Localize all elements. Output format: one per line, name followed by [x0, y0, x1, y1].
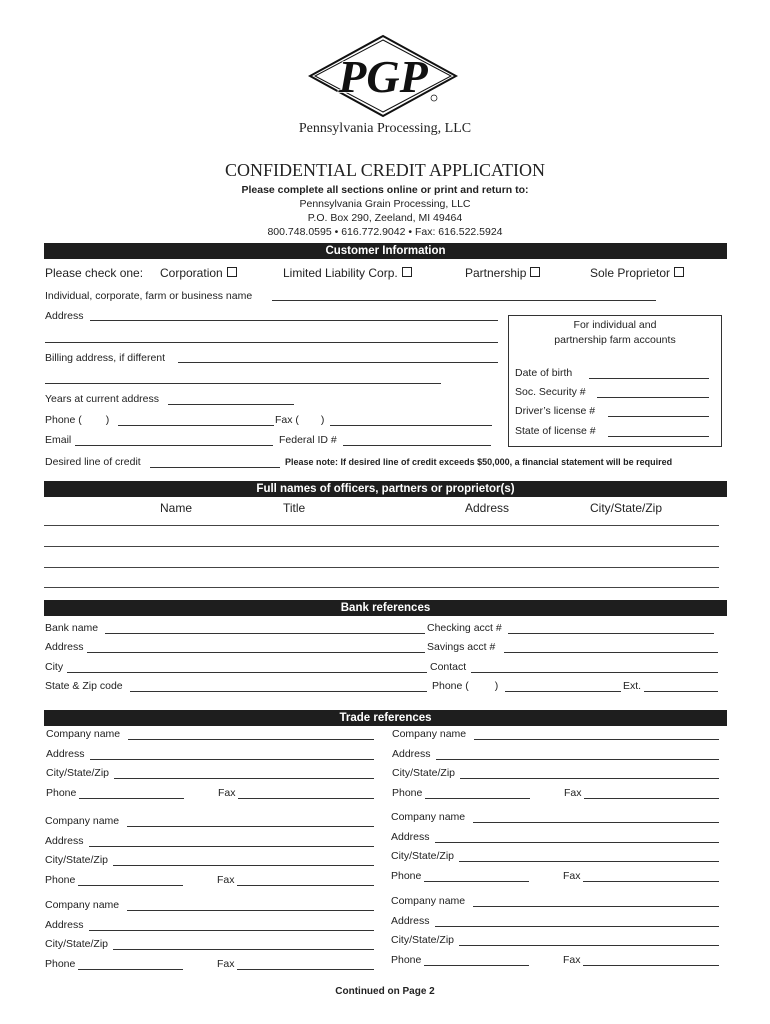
trade-4-city-state-zip-field[interactable]	[459, 861, 719, 862]
officer-row-1[interactable]	[44, 525, 719, 526]
fax-label: Fax ( )	[275, 414, 325, 426]
bank-phone-label: Phone ( )	[432, 680, 499, 692]
savings-field[interactable]	[504, 652, 718, 653]
ext-field[interactable]	[644, 691, 718, 692]
drivers-license-label: Driver’s license #	[515, 405, 596, 417]
email-label: Email	[45, 434, 72, 446]
credit-note: Please note: If desired line of credit exceeds $50,000, a financial statement will be required	[285, 457, 673, 467]
trade-1-city-state-zip-field[interactable]	[114, 778, 374, 779]
trade-2-address-field[interactable]	[436, 759, 719, 760]
trade-1-phone-label: Phone	[46, 786, 77, 799]
option-partnership[interactable]	[465, 266, 540, 280]
instruction-text: Please complete all sections online or print and return to:	[241, 184, 529, 196]
trade-6-phone-field[interactable]	[424, 965, 529, 966]
document-title: CONFIDENTIAL CREDIT APPLICATION	[224, 160, 545, 180]
trade-1-city-state-zip-label: City/State/Zip	[46, 767, 110, 780]
years-field[interactable]	[168, 404, 294, 405]
trade-6-company-name-field[interactable]	[473, 906, 719, 907]
federal-id-field[interactable]	[343, 445, 491, 446]
option-label: Limited Liability Corp.	[283, 266, 398, 280]
trade-5-fax-field[interactable]	[237, 969, 374, 970]
trade-6-city-state-zip-field[interactable]	[459, 945, 719, 946]
trade-2-address-label: Address	[392, 747, 431, 760]
email-field[interactable]	[75, 445, 273, 446]
trade-4-phone-field[interactable]	[424, 881, 529, 882]
bank-name-label: Bank name	[45, 622, 99, 634]
billing-address-field[interactable]	[178, 362, 498, 363]
trade-6-fax-field[interactable]	[583, 965, 719, 966]
ssn-label: Soc. Security #	[515, 386, 586, 398]
farm-box-title-1: For individual and	[573, 319, 657, 331]
trade-3-address-label: Address	[45, 834, 84, 847]
check-one-label: Please check one:	[45, 266, 144, 280]
trade-2-fax-label: Fax	[564, 786, 582, 799]
trade-6-phone-label: Phone	[391, 953, 422, 966]
trade-1-company-name-field[interactable]	[128, 739, 374, 740]
trade-3-fax-field[interactable]	[237, 885, 374, 886]
contact-numbers: 800.748.0595 • 616.772.9042 • Fax: 616.522.5924	[267, 226, 503, 238]
trade-6-fax-label: Fax	[563, 953, 581, 966]
option-corporation[interactable]	[160, 266, 237, 280]
state-license-label: State of license #	[515, 425, 596, 437]
column-title: Title	[283, 501, 306, 515]
checking-field[interactable]	[508, 633, 714, 634]
contact-label: Contact	[430, 661, 467, 673]
address-label: Address	[45, 310, 84, 322]
trade-5-company-name-label: Company name	[45, 899, 120, 911]
trade-1-phone-field[interactable]	[79, 798, 184, 799]
trade-4-company-name-field[interactable]	[473, 822, 719, 823]
bank-city-field[interactable]	[67, 672, 427, 673]
trade-1-address-field[interactable]	[90, 759, 374, 760]
bank-header: Bank references	[44, 600, 727, 616]
checking-label: Checking acct #	[427, 622, 502, 634]
trade-3-fax-label: Fax	[217, 873, 235, 886]
dob-label: Date of birth	[515, 367, 573, 379]
state-license-field[interactable]	[608, 436, 709, 437]
trade-5-company-name-field[interactable]	[127, 910, 374, 911]
bank-name-field[interactable]	[105, 633, 425, 634]
column-name: Name	[160, 501, 193, 515]
trade-4-company-name-label: Company name	[391, 811, 466, 823]
trade-1-address-label: Address	[46, 747, 85, 760]
trade-1-company-name-label: Company name	[46, 728, 121, 740]
ext-label: Ext.	[623, 680, 642, 692]
trade-4-phone-label: Phone	[391, 869, 422, 882]
officer-row-4[interactable]	[44, 587, 719, 588]
trade-3-company-name-field[interactable]	[127, 826, 374, 827]
contact-field[interactable]	[471, 672, 718, 673]
phone-label-text: Phone (	[45, 414, 82, 426]
federal-id-label: Federal ID #	[279, 434, 337, 446]
customer-info-header: Customer Information	[44, 243, 727, 259]
credit-line-field[interactable]	[150, 467, 280, 468]
trade-6-address-label: Address	[391, 914, 430, 927]
trade-3-address-field[interactable]	[89, 846, 374, 847]
bank-state-zip-label: State & Zip code	[45, 680, 123, 692]
trade-2-company-name-label: Company name	[392, 728, 467, 740]
address-field-2[interactable]	[45, 342, 498, 343]
trade-2-company-name-field[interactable]	[474, 739, 719, 740]
return-address-line-2: P.O. Box 290, Zeeland, MI 49464	[307, 212, 463, 224]
bank-phone-label-text: Phone (	[432, 680, 469, 692]
trade-2-phone-field[interactable]	[425, 798, 530, 799]
trade-3-phone-label: Phone	[45, 873, 76, 886]
dob-field[interactable]	[589, 378, 709, 379]
business-name-label: Individual, corporate, farm or business name	[45, 290, 253, 302]
officer-row-2[interactable]	[44, 546, 719, 547]
trade-5-address-field[interactable]	[89, 930, 374, 931]
option-llc[interactable]	[283, 266, 412, 280]
trade-1-fax-label: Fax	[218, 786, 236, 799]
checkbox-icon[interactable]	[227, 267, 237, 277]
officers-header: Full names of officers, partners or proprietor(s)	[44, 481, 727, 497]
return-address-line-1: Pennsylvania Grain Processing, LLC	[299, 198, 471, 210]
trade-5-city-state-zip-field[interactable]	[113, 949, 374, 950]
option-label: Sole Proprietor	[590, 266, 671, 280]
business-name-field[interactable]	[272, 300, 656, 301]
farm-box-title-2: partnership farm accounts	[554, 334, 676, 346]
years-label: Years at current address	[45, 393, 160, 405]
trade-4-fax-label: Fax	[563, 869, 581, 882]
trade-5-city-state-zip-label: City/State/Zip	[45, 938, 109, 951]
billing-address-label: Billing address, if different	[45, 352, 166, 364]
trade-3-city-state-zip-label: City/State/Zip	[45, 854, 109, 867]
trade-4-address-label: Address	[391, 830, 430, 843]
bank-address-label: Address	[45, 641, 84, 653]
checkbox-icon[interactable]	[674, 267, 684, 277]
fax-field[interactable]	[330, 425, 492, 426]
officer-row-3[interactable]	[44, 567, 719, 568]
trade-1-fax-field[interactable]	[238, 798, 374, 799]
credit-line-label: Desired line of credit	[45, 456, 141, 468]
trade-4-city-state-zip-label: City/State/Zip	[391, 850, 455, 863]
trade-header: Trade references	[44, 710, 727, 726]
trade-4-address-field[interactable]	[435, 842, 719, 843]
address-field[interactable]	[90, 320, 498, 321]
drivers-license-field[interactable]	[608, 416, 709, 417]
phone-label: Phone ( )	[45, 414, 110, 426]
trade-5-address-label: Address	[45, 918, 84, 931]
option-label: Corporation	[160, 266, 223, 280]
trade-4-fax-field[interactable]	[583, 881, 719, 882]
checkbox-icon[interactable]	[530, 267, 540, 277]
option-sole-proprietor[interactable]	[590, 266, 684, 280]
company-name: Pennsylvania Processing, LLC	[298, 121, 472, 136]
trade-2-city-state-zip-field[interactable]	[460, 778, 719, 779]
trade-3-company-name-label: Company name	[45, 815, 120, 827]
trade-2-city-state-zip-label: City/State/Zip	[392, 767, 456, 780]
trade-2-fax-field[interactable]	[584, 798, 719, 799]
svg-text:PGP: PGP	[338, 51, 428, 102]
option-label: Partnership	[465, 266, 527, 280]
trade-6-company-name-label: Company name	[391, 895, 466, 907]
trade-5-phone-label: Phone	[45, 957, 76, 970]
bank-city-label: City	[45, 661, 64, 673]
trade-3-city-state-zip-field[interactable]	[113, 865, 374, 866]
trade-3-phone-field[interactable]	[78, 885, 183, 886]
continued-note: Continued on Page 2	[335, 986, 435, 997]
ssn-field[interactable]	[597, 397, 709, 398]
bank-state-zip-field[interactable]	[130, 691, 427, 692]
trade-5-phone-field[interactable]	[78, 969, 183, 970]
trade-2-phone-label: Phone	[392, 786, 423, 799]
trade-6-city-state-zip-label: City/State/Zip	[391, 934, 455, 947]
bank-address-field[interactable]	[87, 652, 425, 653]
fax-label-text: Fax (	[275, 414, 299, 426]
phone-field[interactable]	[118, 425, 274, 426]
column-address: Address	[465, 501, 510, 515]
farm-accounts-box	[508, 315, 722, 447]
bank-phone-field[interactable]	[505, 691, 621, 692]
billing-address-field-2[interactable]	[45, 383, 441, 384]
trade-6-address-field[interactable]	[435, 926, 719, 927]
savings-label: Savings acct #	[427, 641, 496, 653]
pgp-logo	[308, 34, 458, 118]
trade-5-fax-label: Fax	[217, 957, 235, 970]
checkbox-icon[interactable]	[402, 267, 412, 277]
column-city-state-zip: City/State/Zip	[590, 501, 663, 515]
